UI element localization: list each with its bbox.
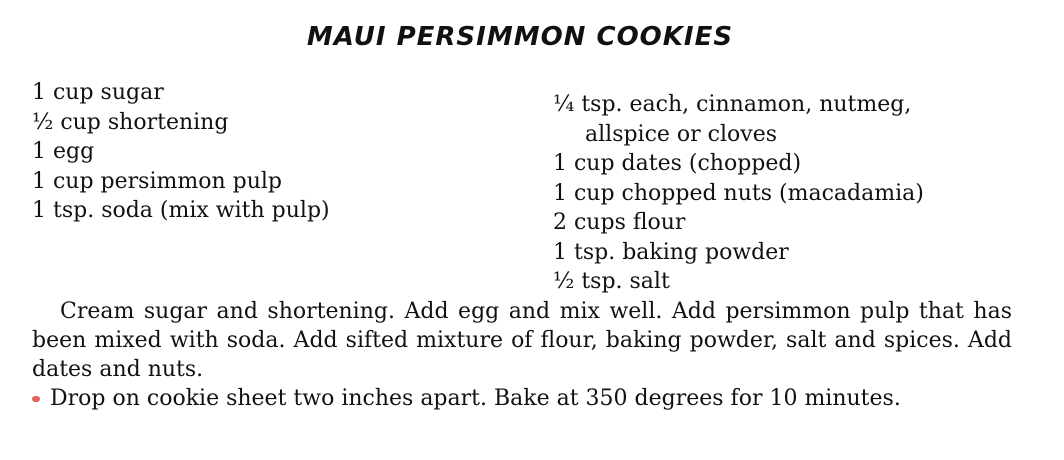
ingredient-item: 1 cup chopped nuts (macadamia) — [553, 180, 924, 206]
ingredient-item-continuation: allspice or cloves — [585, 121, 778, 147]
recipe-title: MAUI PERSIMMON COOKIES — [306, 22, 734, 52]
ingredient-item: 1 egg — [32, 139, 95, 164]
directions-paragraph-bake — [32, 384, 1012, 413]
ingredient-item: 1 cup sugar — [32, 80, 164, 105]
directions-paragraph: Cream sugar and shortening. Add egg and mix well. Add persimmon pulp that has been mixed with soda. Add sifted mixture of flour, baking powder, salt and spices. Add dates and nuts. — [32, 299, 1012, 382]
ingredient-item: 1 cup dates (chopped) — [553, 151, 802, 176]
ingredients-left-column — [32, 78, 532, 226]
ingredient-item: ½ cup shortening — [32, 109, 229, 135]
ingredient-item: 1 tsp. baking powder — [553, 239, 789, 265]
ingredient-item: 2 cups flour — [553, 210, 686, 235]
bullet-mark-icon — [32, 396, 40, 402]
directions-bake-text: Drop on cookie sheet two inches apart. Bake at 350 degrees for 10 minutes. — [50, 386, 901, 411]
ingredient-item: 1 cup persimmon pulp — [32, 168, 283, 194]
directions — [32, 297, 1012, 413]
ingredient-item: 1 tsp. soda (mix with pulp) — [32, 198, 330, 223]
ingredient-item: ½ tsp. salt — [553, 269, 670, 294]
ingredient-item: ¼ tsp. each, cinnamon, nutmeg, — [553, 92, 912, 117]
ingredients-right-column — [553, 90, 1043, 297]
